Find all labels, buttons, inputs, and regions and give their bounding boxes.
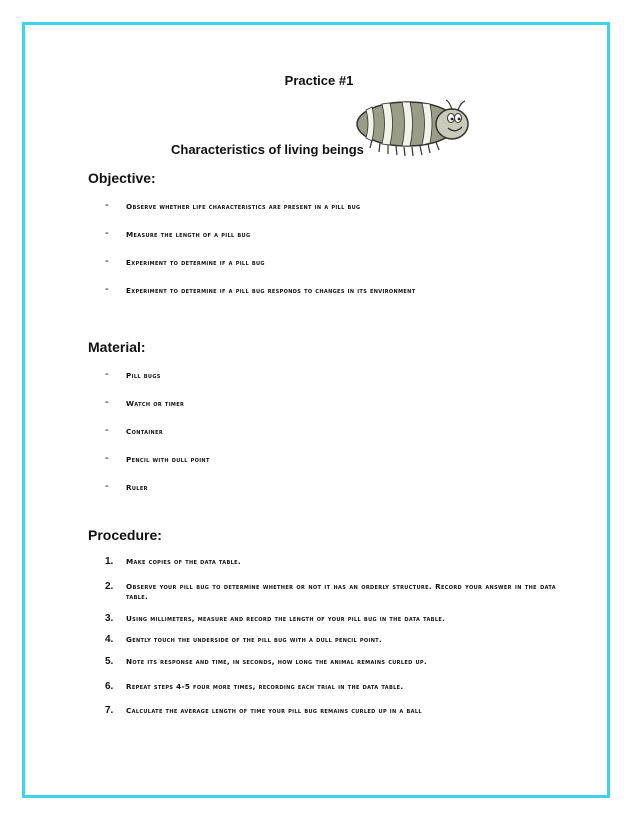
procedure-heading: Procedure:	[88, 527, 162, 543]
step-text: Observe your pill bug to determine whether or not it has an orderly structure. Record your answer in the data table.	[126, 582, 556, 601]
page-subtitle: Characteristics of living beings	[171, 142, 364, 157]
bullet-dash: -	[105, 283, 109, 295]
pill-bug-icon	[352, 96, 472, 160]
objective-text: Measure the length of a pill bug	[126, 230, 251, 239]
step-number: 7.	[105, 705, 114, 716]
bullet-dash: -	[105, 396, 109, 408]
step-number: 2.	[105, 581, 114, 592]
step-text: Note its response and time, in seconds, how long the animal remains curled up.	[126, 657, 428, 666]
bullet-dash: -	[105, 368, 109, 380]
objective-text: Experiment to determine if a pill bug responds to changes in its environment	[126, 286, 416, 295]
step-text: Gently touch the underside of the pill bug with a dull pencil point.	[126, 635, 383, 644]
objective-text: Experiment to determine if a pill bug	[126, 258, 265, 267]
step-text: Using millimeters, measure and record the length of your pill bug in the data table.	[126, 614, 446, 623]
step-number: 6.	[105, 681, 114, 692]
step-text: Calculate the average length of time your pill bug remains curled up in a ball	[126, 706, 422, 715]
page-title: Practice #1	[284, 73, 354, 88]
material-heading: Material:	[88, 339, 146, 355]
material-text: Container	[126, 427, 164, 436]
material-text: Pencil with dull point	[126, 455, 210, 464]
bullet-dash: -	[105, 199, 109, 211]
material-text: Ruler	[126, 483, 148, 492]
objective-text: Observe whether life characteristics are present in a pill bug	[126, 202, 361, 211]
bullet-dash: -	[105, 452, 109, 464]
material-text: Watch or timer	[126, 399, 185, 408]
step-number: 4.	[105, 634, 114, 645]
material-text: Pill bugs	[126, 371, 161, 380]
step-number: 5.	[105, 656, 114, 667]
bullet-dash: -	[105, 424, 109, 436]
objective-heading: Objective:	[88, 170, 156, 186]
bullet-dash: -	[105, 227, 109, 239]
bullet-dash: -	[105, 255, 109, 267]
bullet-dash: -	[105, 480, 109, 492]
step-number: 1.	[105, 556, 114, 567]
step-number: 3.	[105, 613, 114, 624]
step-text: Make copies of the data table.	[126, 557, 242, 566]
step-text: Repeat steps 4-5 four more times, recording each trial in the data table.	[126, 682, 404, 691]
